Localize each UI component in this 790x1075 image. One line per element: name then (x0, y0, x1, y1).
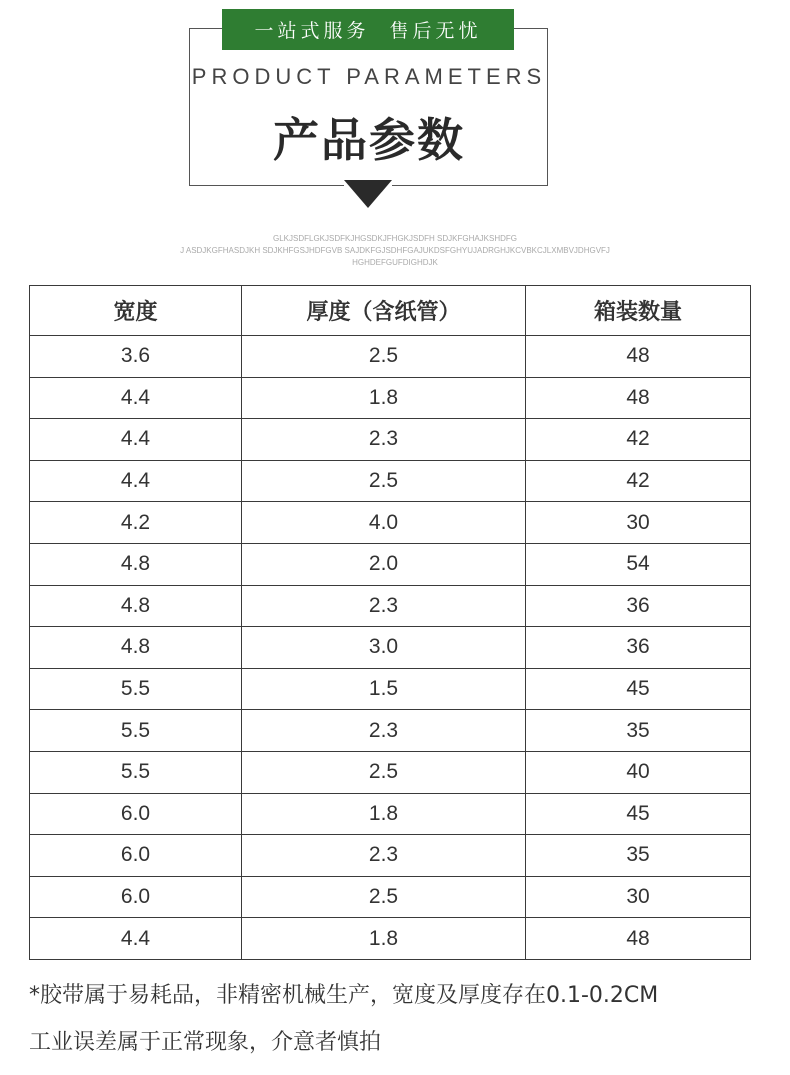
table-row (30, 336, 751, 378)
cell-quantity: 30 (526, 876, 751, 918)
cell-thickness: 2.5 (242, 460, 526, 502)
cell-thickness: 1.8 (242, 918, 526, 960)
table-row (30, 502, 751, 544)
decorative-filler-text (90, 233, 700, 269)
frame-line (514, 28, 548, 29)
cell-thickness: 2.3 (242, 835, 526, 877)
table-row (30, 668, 751, 710)
cell-thickness: 2.5 (242, 876, 526, 918)
cell-thickness: 2.3 (242, 419, 526, 461)
table-row (30, 543, 751, 585)
cell-width: 6.0 (30, 793, 242, 835)
cell-width: 5.5 (30, 751, 242, 793)
table-row (30, 377, 751, 419)
cell-quantity: 45 (526, 668, 751, 710)
frame-line (189, 185, 344, 186)
cell-quantity: 48 (526, 377, 751, 419)
cell-thickness: 2.3 (242, 710, 526, 752)
cell-thickness: 1.5 (242, 668, 526, 710)
cell-quantity: 45 (526, 793, 751, 835)
column-header-thickness: 厚度（含纸管） (242, 286, 526, 336)
table-header-row (30, 286, 751, 336)
cell-thickness: 2.5 (242, 751, 526, 793)
cell-quantity: 48 (526, 336, 751, 378)
table-row (30, 835, 751, 877)
table-row (30, 876, 751, 918)
cell-quantity: 35 (526, 710, 751, 752)
cell-thickness: 2.5 (242, 336, 526, 378)
cell-width: 4.8 (30, 585, 242, 627)
page-title: 产品参数 (273, 113, 465, 167)
column-header-quantity: 箱装数量 (526, 286, 751, 336)
cell-quantity: 42 (526, 419, 751, 461)
cell-thickness: 2.3 (242, 585, 526, 627)
cell-quantity: 35 (526, 835, 751, 877)
cell-width: 4.4 (30, 419, 242, 461)
cell-quantity: 40 (526, 751, 751, 793)
cell-width: 4.4 (30, 460, 242, 502)
disclaimer-line-1: *胶带属于易耗品，非精密机械生产，宽度及厚度存在0.1-0.2CM (29, 983, 659, 1008)
table-row (30, 793, 751, 835)
cell-width: 4.4 (30, 377, 242, 419)
cell-width: 4.4 (30, 918, 242, 960)
cell-quantity: 54 (526, 543, 751, 585)
cell-quantity: 36 (526, 627, 751, 669)
cell-thickness: 4.0 (242, 502, 526, 544)
cell-width: 5.5 (30, 668, 242, 710)
cell-thickness: 2.0 (242, 543, 526, 585)
service-banner: 一站式服务 售后无忧 (222, 9, 514, 50)
table-row (30, 460, 751, 502)
down-arrow-icon (342, 178, 394, 210)
column-header-width: 宽度 (30, 286, 242, 336)
section-subtitle: PRODUCT PARAMETERS (191, 64, 547, 89)
parameters-table (29, 285, 751, 960)
cell-width: 4.8 (30, 627, 242, 669)
table-row (30, 918, 751, 960)
table-row (30, 419, 751, 461)
table-row (30, 751, 751, 793)
cell-width: 4.8 (30, 543, 242, 585)
filler-line: HGHDEFGUFDIGHDJK (352, 258, 438, 267)
filler-line: J ASDJKGFHASDJKH SDJKHFGSJHDFGVB SAJDKFGJSDHFGAJUKDSFGHYUJADRGHJKCVBKCJLXMBVJDHGVFJ (180, 246, 610, 255)
cell-quantity: 42 (526, 460, 751, 502)
cell-width: 3.6 (30, 336, 242, 378)
disclaimer-line-2: 工业误差属于正常现象，介意者慎拍 (29, 1030, 382, 1055)
filler-line: GLKJSDFLGKJSDFKJHGSDKJFHGKJSDFH SDJKFGHAJKSHDFG (272, 234, 518, 243)
table-row (30, 585, 751, 627)
frame-line (189, 28, 223, 29)
cell-thickness: 3.0 (242, 627, 526, 669)
cell-width: 6.0 (30, 876, 242, 918)
cell-width: 6.0 (30, 835, 242, 877)
table-row (30, 710, 751, 752)
frame-line (392, 185, 548, 186)
cell-width: 4.2 (30, 502, 242, 544)
cell-quantity: 48 (526, 918, 751, 960)
cell-quantity: 36 (526, 585, 751, 627)
cell-quantity: 30 (526, 502, 751, 544)
table-row (30, 627, 751, 669)
cell-thickness: 1.8 (242, 793, 526, 835)
cell-width: 5.5 (30, 710, 242, 752)
cell-thickness: 1.8 (242, 377, 526, 419)
